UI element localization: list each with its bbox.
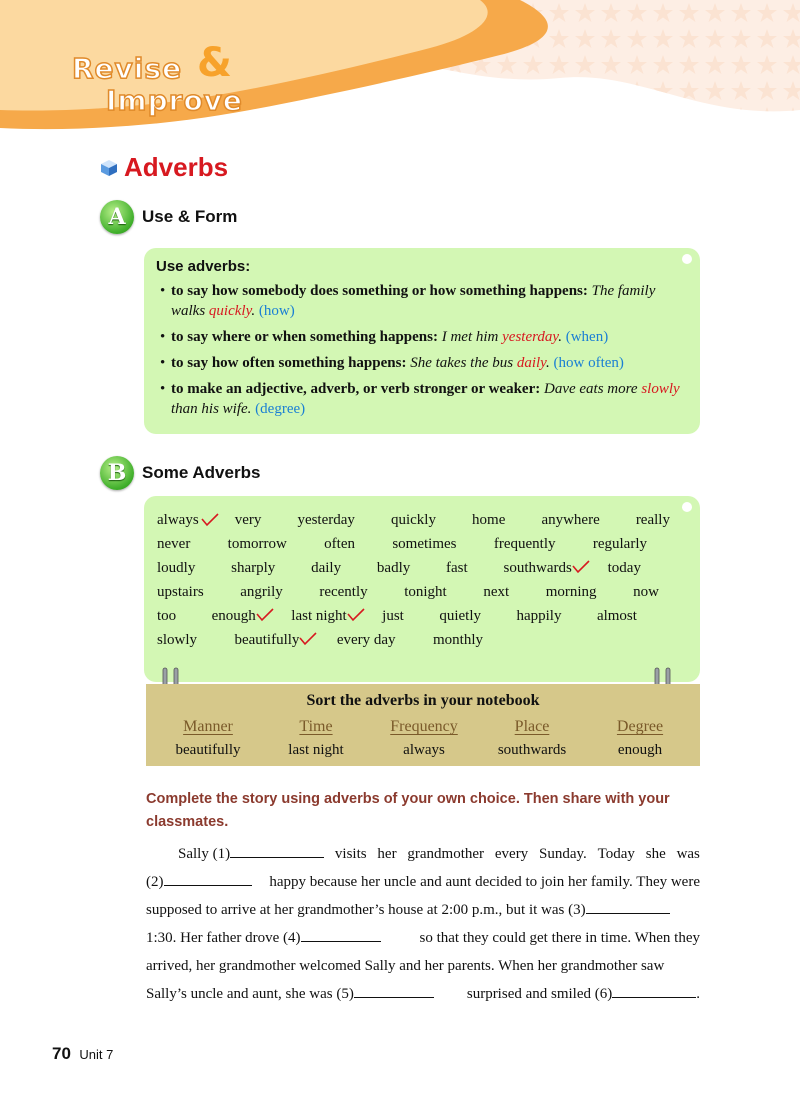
section-a-title: Use & Form	[142, 207, 238, 226]
notebook-cell: southwards	[497, 742, 567, 758]
unit-label: Unit 7	[79, 1047, 114, 1062]
section-a-heading	[100, 200, 237, 234]
answer-blank[interactable]	[230, 840, 324, 858]
answer-blank[interactable]	[354, 980, 434, 998]
page-footer	[52, 1044, 113, 1064]
adverb-word: beautifully	[234, 628, 299, 652]
check-icon	[299, 632, 317, 646]
check-icon	[201, 513, 219, 527]
adverb-word: morning	[545, 584, 597, 600]
notebook-header: Frequency	[390, 718, 458, 735]
adverb-word: today	[607, 560, 641, 576]
badge-a: A	[100, 200, 134, 234]
adverb-word: always	[157, 512, 199, 528]
adverb-word: just	[382, 608, 404, 624]
box-dot-icon	[682, 254, 692, 264]
notebook-title: Sort the adverbs in your notebook	[306, 692, 540, 709]
notebook-cell: beautifully	[175, 742, 241, 758]
adverb-word: recently	[319, 584, 368, 600]
adverb-word: frequently	[493, 536, 556, 552]
adverb-word: upstairs	[157, 584, 204, 600]
check-icon	[572, 560, 590, 574]
page-number: 70	[52, 1044, 71, 1063]
word-row	[157, 628, 483, 652]
adverb-word: every day	[336, 632, 396, 648]
adverb-word: happily	[516, 608, 562, 624]
section-b-heading	[100, 456, 260, 490]
check-icon	[256, 608, 274, 622]
adverb-word: southwards	[504, 556, 572, 580]
adverb-word: yesterday	[297, 512, 355, 528]
adverb-word: fast	[446, 560, 468, 576]
use-form-box	[144, 248, 700, 434]
story-line: Sally’s uncle and aunt, she was (5) surprised and smiled (6) .	[146, 980, 700, 1008]
adverb-word: anywhere	[541, 512, 600, 528]
answer-blank[interactable]	[612, 980, 696, 998]
adverb-word: angrily	[240, 584, 283, 600]
page-title: Adverbs	[124, 152, 229, 182]
banner-title-revise: Revise	[72, 52, 183, 85]
story-line: Sally (1) visits her grandmother every Sunday. Today she was	[146, 840, 700, 868]
adverb-word: really	[635, 512, 670, 528]
banner-title-improve: Improve	[106, 84, 243, 117]
notebook-column	[262, 716, 370, 762]
answer-blank[interactable]	[301, 924, 381, 942]
adverb-word: slowly	[157, 632, 198, 648]
answer-blank[interactable]	[586, 896, 670, 914]
notebook-column	[154, 716, 262, 762]
notebook-column	[478, 716, 586, 762]
use-adverbs-label: Use adverbs:	[156, 258, 251, 275]
word-row	[157, 604, 637, 628]
notebook-header: Degree	[616, 718, 664, 735]
adverb-word: often	[324, 536, 355, 552]
adverb-word: almost	[596, 608, 637, 624]
use-item: • to make an adjective, adverb, or verb stronger or weaker: Dave eats more slowly than his wife. (degree)	[156, 379, 688, 419]
story-line: 1:30. Her father drove (4) so that they could get there in time. When they	[146, 924, 700, 952]
adverb-word: loudly	[157, 560, 196, 576]
adverb-word: too	[157, 608, 177, 624]
adverb-word: never	[157, 536, 191, 552]
notebook-cell: last night	[288, 742, 344, 758]
adverb-word-grid	[157, 508, 697, 652]
use-item: • to say how often something happens: She takes the bus daily. (how often)	[156, 353, 688, 373]
word-row	[157, 508, 670, 532]
adverb-word: daily	[311, 560, 342, 576]
notebook-header: Manner	[183, 718, 233, 735]
adverb-word: regularly	[592, 536, 647, 552]
notebook-columns	[154, 716, 694, 762]
check-icon	[347, 608, 365, 622]
notebook-column	[370, 716, 478, 762]
adverb-word: quietly	[439, 608, 481, 624]
adverb-word: home	[472, 512, 506, 528]
adverb-word: enough	[212, 604, 256, 628]
adverb-word: now	[633, 584, 659, 600]
use-list	[156, 281, 688, 419]
banner-title-ampersand: &	[197, 40, 232, 86]
use-item: • to say how somebody does something or how something happens: The family walks quickly. (how)	[156, 281, 688, 321]
badge-b: B	[100, 456, 134, 490]
section-heading	[100, 152, 228, 183]
adverb-word: tomorrow	[227, 536, 287, 552]
word-row	[157, 580, 659, 604]
exercise-instruction: Complete the story using adverbs of your own choice. Then share with your classmates.	[146, 791, 670, 830]
adverb-word: sometimes	[392, 536, 457, 552]
adverb-word: sharply	[231, 560, 276, 576]
story-line: supposed to arrive at her grandmother’s house at 2:00 p.m., but it was (3)	[146, 896, 700, 924]
adverb-word: monthly	[432, 632, 483, 648]
story-line: arrived, her grandmother welcomed Sally and her parents. When her grandmother saw	[146, 958, 665, 974]
notebook-cell: enough	[617, 742, 663, 758]
use-item: • to say where or when something happens: I met him yesterday. (when)	[156, 327, 688, 347]
story-paragraph	[146, 840, 700, 1008]
adverb-word: badly	[376, 560, 411, 576]
answer-blank[interactable]	[164, 868, 252, 886]
notebook-cell: always	[403, 742, 445, 758]
adverb-word: quickly	[390, 512, 436, 528]
adverb-word: last night	[291, 604, 346, 628]
adverb-word: next	[483, 584, 510, 600]
word-row	[157, 556, 641, 580]
adverb-word: tonight	[404, 584, 447, 600]
story-line: (2) happy because her uncle and aunt decided to join her family. They were	[146, 868, 700, 896]
cube-icon	[100, 159, 118, 177]
header-banner	[0, 0, 800, 135]
notebook-table	[146, 684, 700, 766]
word-row	[157, 532, 647, 556]
notebook-header: Time	[299, 718, 333, 735]
adverb-word: very	[234, 512, 262, 528]
section-b-title: Some Adverbs	[142, 463, 261, 482]
notebook-header: Place	[514, 718, 550, 735]
notebook-column	[586, 716, 694, 762]
